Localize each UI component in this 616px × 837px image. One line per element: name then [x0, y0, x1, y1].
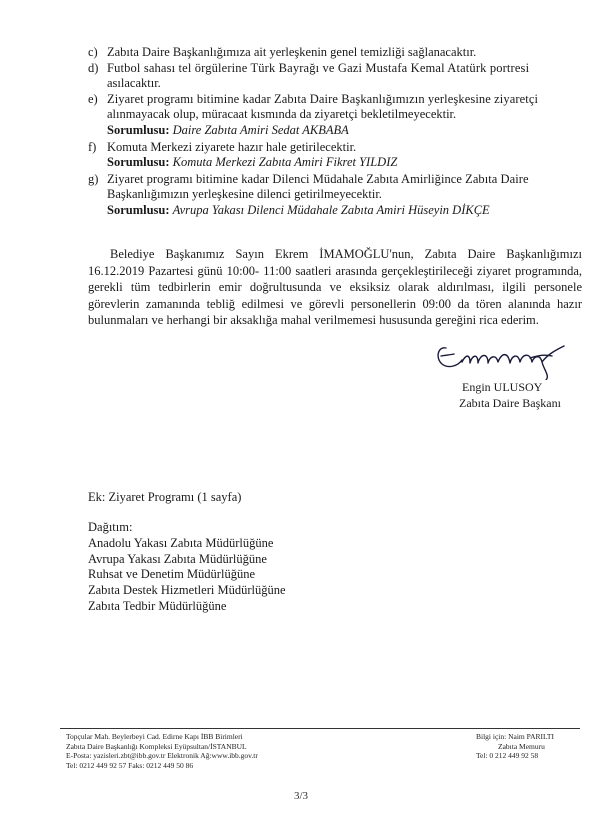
responsible-line: [107, 122, 349, 138]
footer-line: E-Posta: yazisleri.zbt@ibb.gov.tr Elektronik Ağ:www.ibb.gov.tr: [66, 751, 258, 760]
footer-line: Zabıta Memuru: [498, 741, 545, 751]
responsible-name: Daire Zabıta Amiri Sedat AKBABA: [172, 123, 349, 137]
item-text-line: Ziyaret programı bitimine kadar Zabıta Daire Başkanlığımızın yerleşkesine ziyaretçi: [107, 92, 539, 106]
item-marker: c): [88, 45, 98, 59]
responsible-label: Sorumlusu:: [107, 123, 170, 137]
distribution-recipient: Zabıta Destek Hizmetleri Müdürlüğüne: [88, 583, 286, 597]
distribution-recipient: Ruhsat ve Denetim Müdürlüğüne: [88, 567, 255, 581]
footer-address: [66, 732, 258, 770]
signature-scribble: [432, 336, 582, 380]
item-marker: g): [88, 172, 99, 186]
footer-line: Topçular Mah. Beylerbeyi Cad. Edirne Kapı İBB Birimleri: [66, 732, 243, 741]
signatory-title: Zabıta Daire Başkanı: [459, 396, 561, 410]
responsible-label: Sorumlusu:: [107, 155, 170, 169]
item-text-line: Başkanlığımızın yerleşkesine dilenci getirilmeyecektir.: [107, 187, 382, 201]
item-text-line: asılacaktır.: [107, 76, 161, 90]
request-paragraph: Belediye Başkanımız Sayın Ekrem İMAMOĞLU'nun, Zabıta Daire Başkanlığımızı 16.12.2019 Pazartesi günü 10:00- 11:00 saatleri arasında gerçekleştirileceği ziyaret programında, gerekli tüm tedbirlerin emir doğrultusunda ve eksiksiz olarak aldırılması, ilgili personele görevlerin zamanında tebliğ edilmesi ve görevli personellerin 09:00 da tören alanında hazır bulunmaları ve herhangi bir aksaklığa mahal verilmemesi hususunda gereğini rica ederim.: [88, 247, 582, 327]
footer-divider: [60, 728, 580, 729]
responsible-name: Avrupa Yakası Dilenci Müdahale Zabıta Amiri Hüseyin DİKÇE: [172, 203, 490, 217]
attachment-note: Ek: Ziyaret Programı (1 sayfa): [88, 490, 242, 504]
distribution-recipient: Anadolu Yakası Zabıta Müdürlüğüne: [88, 536, 274, 550]
responsible-line: [107, 154, 397, 170]
distribution-recipient: Avrupa Yakası Zabıta Müdürlüğüne: [88, 552, 267, 566]
responsible-line: [107, 202, 490, 218]
item-marker: d): [88, 61, 99, 75]
signatory-name: Engin ULUSOY: [462, 380, 543, 394]
item-marker: e): [88, 92, 98, 106]
footer-line: Tel: 0212 449 92 57 Faks: 0212 449 50 86: [66, 760, 194, 770]
distribution-heading: Dağıtım:: [88, 520, 133, 534]
item-text-line: alınmayacak olup, müracaat kısmında da ziyaretçi bekletilmeyecektir.: [107, 107, 457, 121]
responsible-name: Komuta Merkezi Zabıta Amiri Fikret YILDIZ: [172, 155, 398, 169]
footer-line: Zabıta Daire Başkanlığı Kompleksi Eyüpsultan/İSTANBUL: [66, 741, 247, 751]
footer-line: Tel: 0 212 449 92 58: [476, 751, 539, 760]
item-marker: f): [88, 140, 97, 154]
distribution-recipient: Zabıta Tedbir Müdürlüğüne: [88, 599, 227, 613]
footer-line: Bilgi için: Naim PARILTI: [476, 732, 554, 741]
item-text-line: Zabıta Daire Başkanlığımıza ait yerleşkenin genel temizliği sağlanacaktır.: [107, 45, 477, 59]
item-text-line: Ziyaret programı bitimine kadar Dilenci Müdahale Zabıta Amirliğince Zabıta Daire: [107, 172, 529, 186]
item-text-line: Komuta Merkezi ziyarete hazır hale getirilecektir.: [107, 140, 357, 154]
page-number: 3/3: [294, 790, 309, 802]
footer-contact: [476, 732, 554, 761]
responsible-label: Sorumlusu:: [107, 203, 170, 217]
item-text-line: Futbol sahası tel örgülerine Türk Bayrağı ve Gazi Mustafa Kemal Atatürk portresi: [107, 61, 530, 75]
